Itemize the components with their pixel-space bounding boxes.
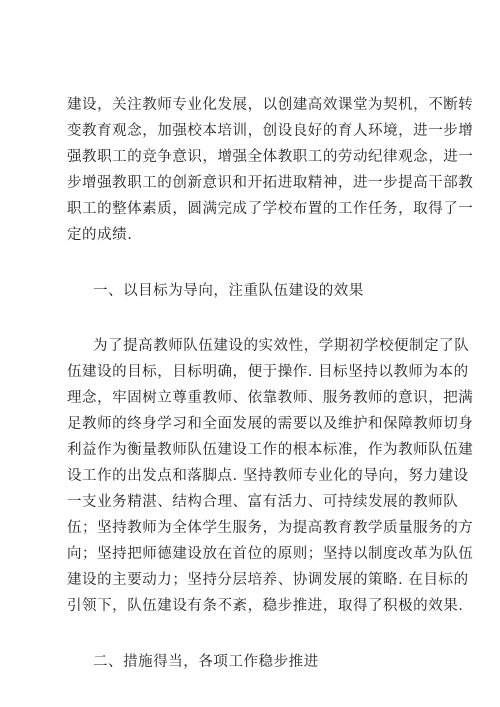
section-heading-2: 二、措施得当，各项工作稳步推进 xyxy=(93,654,319,670)
paragraph-2-line: 向；坚持把师德建设放在首位的原则；坚持以制度改革为队伍 xyxy=(67,546,474,562)
paragraph-2-line: 足教师的终身学习和全面发展的需要以及维护和保障教师切身 xyxy=(67,416,474,432)
paragraph-2-line: 利益作为衡量教师队伍建设工作的根本标准，作为教师队伍建 xyxy=(67,442,474,458)
paragraph-1-line: 建设，关注教师专业化发展，以创建高效课堂为契机，不断转 xyxy=(67,97,474,113)
paragraph-2-line: 一支业务精湛、结构合理、富有活力、可持续发展的教师队 xyxy=(67,494,459,510)
paragraph-2-line: 引领下，队伍建设有条不紊，稳步推进，取得了积极的效果. xyxy=(67,598,464,614)
paragraph-2-line: 理念，牢固树立尊重教师、依靠教师、服务教师的意识，把满 xyxy=(67,390,474,406)
paragraph-2-line: 伍；坚持教师为全体学生服务，为提高教育教学质量服务的方 xyxy=(67,520,474,536)
paragraph-1-line: 强教职工的竞争意识，增强全体教职工的劳动纪律观念，进一 xyxy=(67,149,474,165)
paragraph-1-line: 定的成绩. xyxy=(67,227,133,243)
section-heading-1: 一、以目标为导向，注重队伍建设的效果 xyxy=(93,283,364,299)
paragraph-1-line: 职工的整体素质，圆满完成了学校布置的工作任务，取得了一 xyxy=(67,201,474,217)
paragraph-1-line: 变教育观念，加强校本培训，创设良好的育人环境，进一步增 xyxy=(67,123,474,139)
paragraph-2-line: 建设的主要动力；坚持分层培养、协调发展的策略. 在目标的 xyxy=(67,572,469,588)
paragraph-2-line: 伍建设的目标，目标明确，便于操作. 目标坚持以教师为本的 xyxy=(67,364,469,380)
paragraph-2-line: 为了提高教师队伍建设的实效性，学期初学校便制定了队 xyxy=(93,338,470,354)
paragraph-2-line: 设工作的出发点和落脚点. 坚持教师专业化的导向，努力建设 xyxy=(67,468,469,484)
paragraph-1-line: 步增强教职工的创新意识和开拓进取精神，进一步提高干部教 xyxy=(67,175,474,191)
